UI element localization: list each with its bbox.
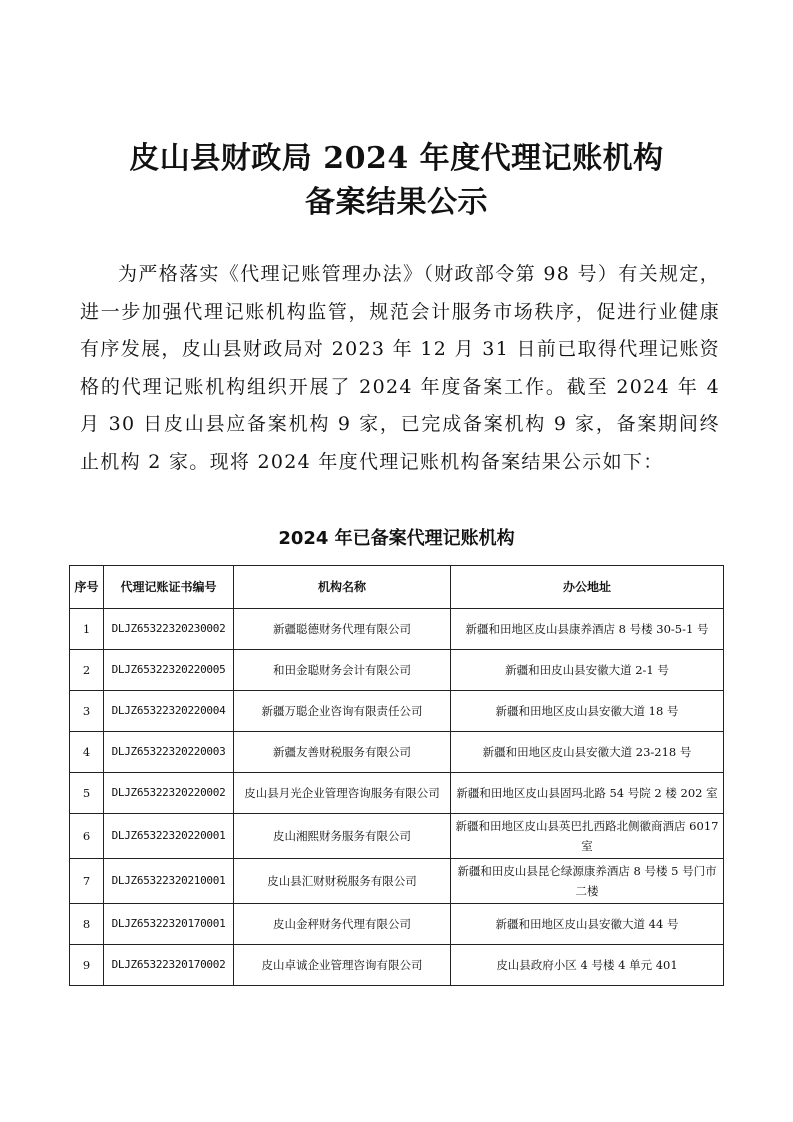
header-address: 办公地址 <box>451 566 724 609</box>
cell-code: DLJZ65322320220005 <box>104 650 234 691</box>
agency-table <box>69 565 724 986</box>
table-row <box>70 732 724 773</box>
cell-index: 3 <box>70 691 104 732</box>
body-text <box>80 256 720 481</box>
cell-address: 新疆和田地区皮山县英巴扎西路北侧徽商酒店 6017 室 <box>451 814 724 859</box>
cell-address: 新疆和田地区皮山县康养酒店 8 号楼 30-5-1 号 <box>451 609 724 650</box>
cell-index: 6 <box>70 814 104 859</box>
cell-code: DLJZ65322320220001 <box>104 814 234 859</box>
cell-address: 新疆和田皮山县昆仑绿源康养酒店 8 号楼 5 号门市二楼 <box>451 859 724 904</box>
cell-address: 新疆和田皮山县安徽大道 2-1 号 <box>451 650 724 691</box>
header-code: 代理记账证书编号 <box>104 566 234 609</box>
cell-name: 皮山县汇财财税服务有限公司 <box>234 859 451 904</box>
table-caption: 2024 年已备案代理记账机构 <box>278 528 515 549</box>
document-title-line-1: 皮山县财政局 2024 年度代理记账机构 <box>129 141 664 176</box>
table-row <box>70 904 724 945</box>
cell-code: DLJZ65322320170001 <box>104 904 234 945</box>
cell-index: 4 <box>70 732 104 773</box>
table-row <box>70 859 724 904</box>
cell-code: DLJZ65322320170002 <box>104 945 234 986</box>
table-row <box>70 609 724 650</box>
table-row <box>70 650 724 691</box>
cell-index: 1 <box>70 609 104 650</box>
cell-name: 和田金聪财务会计有限公司 <box>234 650 451 691</box>
cell-code: DLJZ65322320220002 <box>104 773 234 814</box>
table-row <box>70 773 724 814</box>
cell-name: 皮山金秤财务代理有限公司 <box>234 904 451 945</box>
cell-index: 5 <box>70 773 104 814</box>
cell-index: 7 <box>70 859 104 904</box>
cell-name: 皮山县月光企业管理咨询服务有限公司 <box>234 773 451 814</box>
cell-name: 新疆万聪企业咨询有限责任公司 <box>234 691 451 732</box>
cell-address: 新疆和田地区皮山县安徽大道 23-218 号 <box>451 732 724 773</box>
cell-code: DLJZ65322320220004 <box>104 691 234 732</box>
table-header-row <box>70 566 724 609</box>
cell-address: 新疆和田地区皮山县固玛北路 54 号院 2 楼 202 室 <box>451 773 724 814</box>
cell-name: 皮山卓诚企业管理咨询有限公司 <box>234 945 451 986</box>
cell-name: 皮山湘熙财务服务有限公司 <box>234 814 451 859</box>
cell-name: 新疆聪德财务代理有限公司 <box>234 609 451 650</box>
header-index: 序号 <box>70 566 104 609</box>
cell-address: 新疆和田地区皮山县安徽大道 44 号 <box>451 904 724 945</box>
table-row <box>70 691 724 732</box>
cell-code: DLJZ65322320210001 <box>104 859 234 904</box>
body-paragraph: 为严格落实《代理记账管理办法》（财政部令第 98 号）有关规定，进一步加强代理记账机构监管，规范会计服务市场秩序，促进行业健康有序发展，皮山县财政局对 2023 年 12 月 31 日前已取得代理记账资格的代理记账机构组织开展了 2024 年度备案工作。截至 2024 年 4 月 30 日皮山县应备案机构 9 家，已完成备案机构 9 家，备案期间终止机构 2 家。现将 2024 年度代理记账机构备案结果公示如下： <box>80 263 720 473</box>
header-name: 机构名称 <box>234 566 451 609</box>
cell-name: 新疆友善财税服务有限公司 <box>234 732 451 773</box>
cell-code: DLJZ65322320220003 <box>104 732 234 773</box>
cell-address: 皮山县政府小区 4 号楼 4 单元 401 <box>451 945 724 986</box>
table-row <box>70 814 724 859</box>
cell-index: 2 <box>70 650 104 691</box>
document-title-line-2: 备案结果公示 <box>305 185 488 220</box>
cell-index: 8 <box>70 904 104 945</box>
cell-address: 新疆和田地区皮山县安徽大道 18 号 <box>451 691 724 732</box>
table-row <box>70 945 724 986</box>
cell-code: DLJZ65322320230002 <box>104 609 234 650</box>
cell-index: 9 <box>70 945 104 986</box>
